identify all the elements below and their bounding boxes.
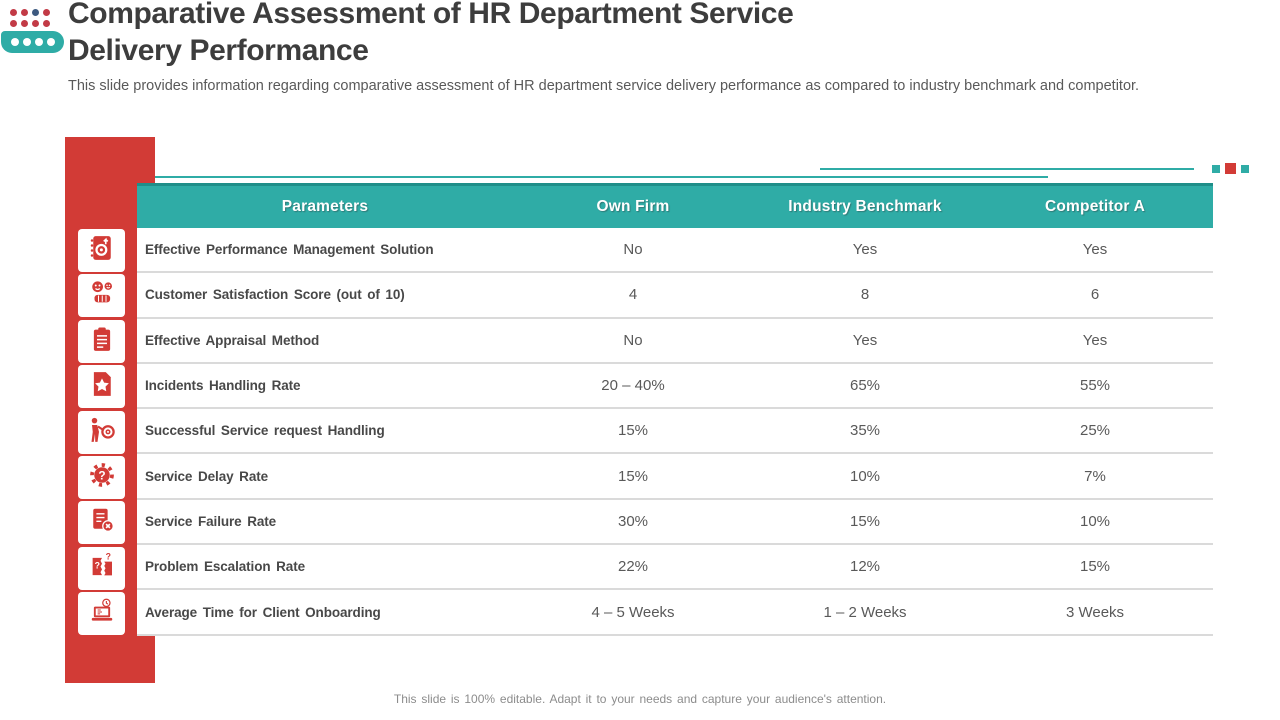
column-header-industry-benchmark: Industry Benchmark bbox=[788, 198, 942, 215]
logo-pill-dot bbox=[23, 38, 31, 46]
logo-dot bbox=[10, 20, 17, 27]
page-subtitle: This slide provides information regarding comparative assessment of HR department service delivery performance as compared to industry benchmark and competitor. bbox=[68, 78, 1140, 94]
row-icon-tile bbox=[78, 501, 125, 544]
own-firm-value: 4 – 5 Weeks bbox=[591, 603, 675, 621]
logo-dot bbox=[32, 9, 39, 16]
teal-square bbox=[1241, 165, 1249, 173]
industry-benchmark-value: 8 bbox=[860, 286, 870, 304]
problem-escalation-icon bbox=[87, 551, 117, 586]
table-row bbox=[137, 409, 1213, 454]
logo-dot bbox=[43, 20, 50, 27]
competitor-a-value: 55% bbox=[1079, 377, 1111, 395]
decor-line-lower bbox=[142, 176, 1048, 178]
competitor-a-value: 3 Weeks bbox=[1065, 603, 1125, 621]
logo-pill bbox=[1, 31, 64, 53]
logo-dot bbox=[21, 20, 28, 27]
competitor-a-value: 10% bbox=[1079, 512, 1111, 530]
table-header-row bbox=[137, 183, 1213, 228]
table-row bbox=[137, 228, 1213, 273]
logo-dots bbox=[1, 9, 64, 27]
logo-pill-dot bbox=[47, 38, 55, 46]
logo-pill-dot bbox=[11, 38, 19, 46]
footer-note: This slide is 100% editable. Adapt it to your needs and capture your audience's attention. bbox=[393, 692, 887, 706]
svg-text:?: ? bbox=[105, 551, 111, 562]
parameter-label: Service Failure Rate bbox=[145, 513, 277, 529]
industry-benchmark-value: 65% bbox=[849, 377, 881, 395]
parameter-label: Average Time for Client Onboarding bbox=[145, 604, 381, 620]
row-icon-tile bbox=[78, 592, 125, 635]
own-firm-value: 20 – 40% bbox=[601, 377, 665, 395]
decor-line-upper bbox=[820, 168, 1194, 170]
page-title: Comparative Assessment of HR Department Service Delivery Performance bbox=[68, 0, 794, 67]
industry-benchmark-value: Yes bbox=[852, 331, 878, 349]
competitor-a-value: 7% bbox=[1084, 467, 1106, 485]
appraisal-icon bbox=[87, 324, 117, 359]
industry-benchmark-value: Yes bbox=[852, 241, 878, 259]
industry-benchmark-value: 1 – 2 Weeks bbox=[823, 603, 907, 621]
comparison-table bbox=[137, 183, 1213, 636]
target-achievement-icon bbox=[87, 415, 117, 450]
parameter-label: Effective Appraisal Method bbox=[145, 332, 320, 348]
service-delay-icon bbox=[87, 460, 117, 495]
own-firm-value: 22% bbox=[617, 558, 649, 576]
industry-benchmark-value: 15% bbox=[849, 512, 881, 530]
own-firm-value: 4 bbox=[628, 286, 638, 304]
parameter-label: Problem Escalation Rate bbox=[145, 559, 306, 575]
service-failure-icon bbox=[87, 505, 117, 540]
row-icon-tile bbox=[78, 274, 125, 317]
row-icon-tile bbox=[78, 411, 125, 454]
column-header-competitor-a: Competitor A bbox=[1045, 198, 1145, 215]
logo-dot bbox=[21, 9, 28, 16]
logo-dot-row-2 bbox=[10, 20, 64, 27]
table-row bbox=[137, 545, 1213, 590]
parameter-label: Service Delay Rate bbox=[145, 468, 269, 484]
row-icon-tile bbox=[78, 229, 125, 272]
row-icon-tile bbox=[78, 547, 125, 590]
competitor-a-value: 6 bbox=[1090, 286, 1100, 304]
table-row bbox=[137, 500, 1213, 545]
parameter-label: Successful Service request Handling bbox=[145, 423, 385, 439]
own-firm-value: No bbox=[623, 241, 643, 259]
parameter-label: Incidents Handling Rate bbox=[145, 378, 301, 394]
column-header-own-firm: Own Firm bbox=[596, 198, 670, 215]
red-square bbox=[1225, 163, 1236, 174]
logo-dot bbox=[32, 20, 39, 27]
customer-satisfaction-icon bbox=[87, 278, 117, 313]
logo-dot bbox=[43, 9, 50, 16]
own-firm-value: 15% bbox=[617, 467, 649, 485]
industry-benchmark-value: 10% bbox=[849, 467, 881, 485]
table-body bbox=[137, 228, 1213, 636]
table-row bbox=[137, 590, 1213, 635]
row-icon-tile bbox=[78, 320, 125, 363]
teal-square bbox=[1212, 165, 1220, 173]
decor-corner-squares bbox=[1212, 163, 1249, 174]
row-icon-tile bbox=[78, 365, 125, 408]
competitor-a-value: Yes bbox=[1082, 331, 1108, 349]
onboarding-time-icon bbox=[87, 596, 117, 631]
parameter-label: Customer Satisfaction Score (out of 10) bbox=[145, 287, 405, 303]
competitor-a-value: 15% bbox=[1079, 558, 1111, 576]
brand-logo bbox=[1, 9, 64, 53]
svg-text:?: ? bbox=[94, 559, 100, 570]
competitor-a-value: Yes bbox=[1082, 241, 1108, 259]
table-row bbox=[137, 319, 1213, 364]
table-row bbox=[137, 273, 1213, 318]
table-row bbox=[137, 364, 1213, 409]
own-firm-value: 15% bbox=[617, 422, 649, 440]
performance-management-icon bbox=[87, 233, 117, 268]
row-icon-column bbox=[78, 229, 125, 635]
parameter-label: Effective Performance Management Solution bbox=[145, 242, 434, 258]
row-icon-tile bbox=[78, 456, 125, 499]
industry-benchmark-value: 35% bbox=[849, 422, 881, 440]
industry-benchmark-value: 12% bbox=[849, 558, 881, 576]
logo-pill-dot bbox=[35, 38, 43, 46]
column-header-parameters: Parameters bbox=[281, 198, 369, 215]
logo-dot bbox=[10, 9, 17, 16]
own-firm-value: 30% bbox=[617, 512, 649, 530]
own-firm-value: No bbox=[623, 331, 643, 349]
competitor-a-value: 25% bbox=[1079, 422, 1111, 440]
svg-text:?: ? bbox=[97, 468, 106, 483]
rating-star-icon bbox=[87, 369, 117, 404]
logo-dot-row-1 bbox=[10, 9, 64, 16]
table-row bbox=[137, 454, 1213, 499]
